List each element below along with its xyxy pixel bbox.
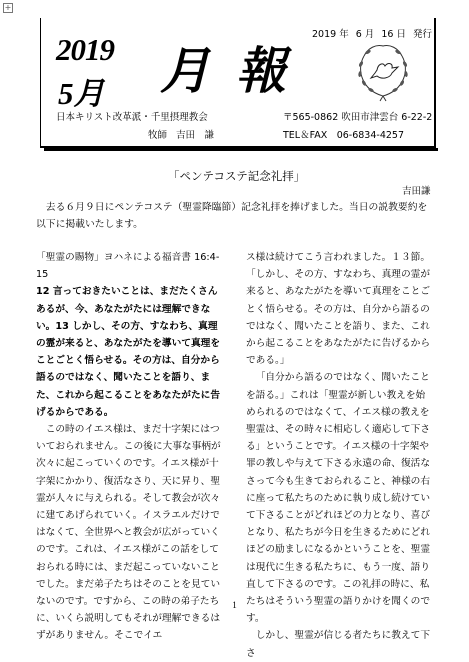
article-title: 「ペンテコステ記念礼拝」 (168, 169, 306, 183)
issue-month: 5月 (58, 76, 105, 111)
church-tel: TEL＆FAX 06-6834-4257 (283, 130, 404, 141)
date-suffix: 発行 (412, 29, 432, 40)
title-char-1: 月 (160, 42, 210, 100)
wreath-dove-icon (352, 40, 414, 102)
body-paragraph: この時のイエス様は、まだ十字架にはついておられません。この後に大事な事柄が次々に起こっていくのです。イエス様が十字架にかかり、復活なさり、天に昇り、聖霊が人々に与えられる。そして教会が次々に建てあげられていく。イスラエルだけではなくて、全世界へと教会が広がっていくのです。これは、イエス様がこの話をしておられる時には、まだ起こっていないことでした。まだ弟子たちはそのことを見ていないのです。ですから、この時の弟子たちに、いくら説明してもそれが理解できるはずがありません。そこでイエ (36, 424, 221, 642)
scripture-reference: 「聖霊の賜物」ヨハネによる福音書 16:4-15 (36, 252, 220, 281)
pastor-line (148, 127, 220, 141)
left-column (36, 249, 224, 645)
issue-year: 2019 (56, 32, 114, 67)
title-char-2: 報 (236, 42, 286, 100)
move-handle-icon[interactable]: + (4, 3, 12, 12)
pastor-role: 牧師 (148, 130, 168, 141)
header-shadow (44, 148, 438, 151)
scripture-quote: 12 言っておきたいことは、まだたくさんあるが、今、あなたがたには理解できない。13 しかし、その方、すなわち、真理の霊が来ると、あなたがたを導いて真理をことごとく悟らせる。その方は、自分から語るのではなく、聞いたことを語り、また、これから起こることをあなたがたに告げるからである。 (36, 286, 221, 418)
body-paragraph: 「自分から語るのではなく、聞いたことを語る。」これは「聖霊が新しい教えを始められるのではなくて、イエス様の教えを聖霊は、その時々に相応しく適応して下さる」ということです。イエス様の十字架や罪の教しや与えて下さる永遠の命、復活なさって今も生きておられること、神様の右に座って私たちのために執り成し続けていて下さることがどれほどの力となり、喜びとなり、私たちが今日を生きるためにどれほどの励ましになるかということを、聖霊は現代に生きる私たちに、もう一度、語り直して下さるのです。この礼拝の時に、私たちはそういう聖霊の語りかけを聞くのです。 (246, 372, 431, 625)
church-name: 日本キリスト改革派・千里摂理教会 (56, 112, 208, 123)
date-year: 2019 年 (312, 29, 349, 40)
date-day: 16 日 (381, 29, 406, 40)
page-number: 1 (232, 600, 237, 610)
body-paragraph: しかし、聖霊が信じる者たちに教えて下さ (246, 630, 431, 659)
article-intro: 去る６月９日にペンテコステ（聖霊降臨節）記念礼拝を捧げました。当日の説教要約を以下に掲載いたします。 (36, 202, 428, 230)
church-address: 〒565-0862 吹田市津雲台 6-22-2 (283, 112, 433, 123)
article-author: 吉田謙 (402, 186, 431, 197)
body-paragraph: ス様は続けてこう言われました。１３節。「しかし、その方、すなわち、真理の霊が来ると、あなたがたを導いて真理をことごとく悟らせる。その方は、自分から語るのではなく、聞いたことを語り、また、これから起こることをあなたがたに告げるからである。」 (246, 252, 431, 367)
publish-date (312, 26, 436, 40)
date-month: 6 月 (355, 29, 375, 40)
pastor-name: 吉田 謙 (176, 130, 215, 141)
